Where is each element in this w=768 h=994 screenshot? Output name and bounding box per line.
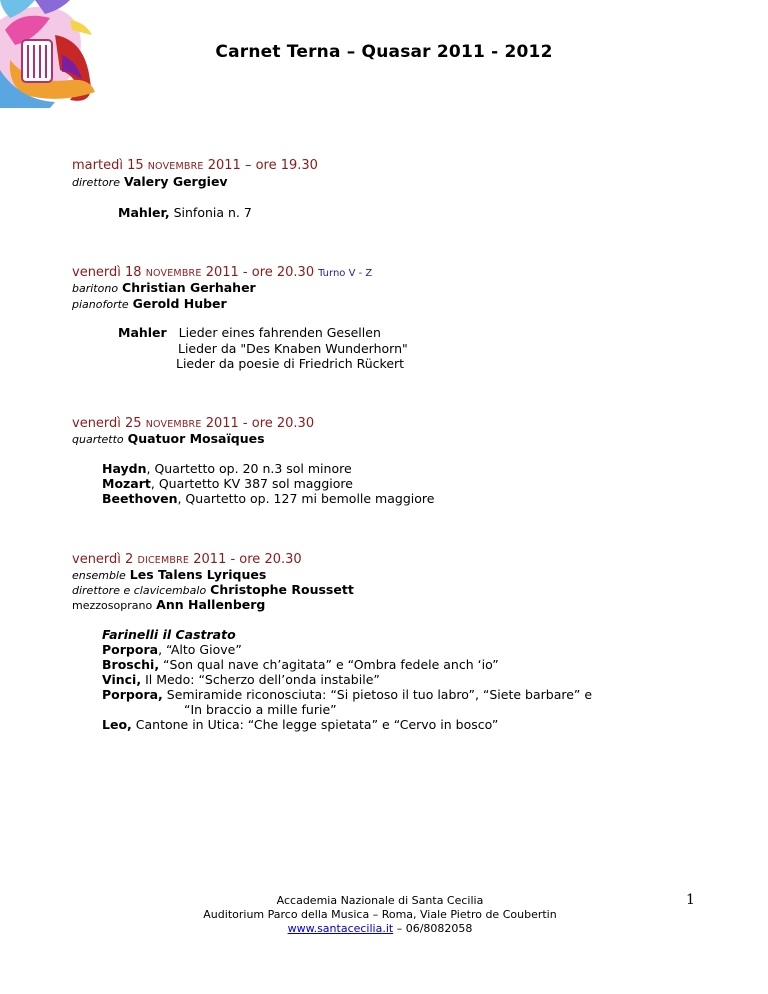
performer-line: pianoforte Gerold Huber <box>72 296 227 311</box>
program-line: Vinci, Il Medo: “Scherzo dell’onda instabile” <box>102 672 380 687</box>
footer-contact <box>170 922 590 936</box>
page-title: Carnet Terna – Quasar 2011 - 2012 <box>215 42 553 62</box>
program-title: Farinelli il Castrato <box>102 627 236 642</box>
footer-address: Auditorium Parco della Musica – Roma, Viale Pietro de Coubertin <box>203 908 557 921</box>
turno-label: Turno V - Z <box>318 268 373 279</box>
program-line: Mozart, Quartetto KV 387 sol maggiore <box>102 476 353 491</box>
performer-line: mezzosoprano Ann Hallenberg <box>72 597 266 612</box>
program-line: Beethoven, Quartetto op. 127 mi bemolle maggiore <box>102 491 435 506</box>
page-number: 1 <box>686 892 695 908</box>
footer-phone: – 06/8082058 <box>393 922 473 935</box>
program-line: Lieder da "Des Knaben Wunderhorn" <box>178 341 408 356</box>
performer-line: direttore e clavicembalo Christophe Roussett <box>72 582 354 597</box>
program-line: Porpora, “Alto Giove” <box>102 642 242 657</box>
performer-line: direttore Valery Gergiev <box>72 174 228 189</box>
program-line: Mahler Lieder eines fahrenden Gesellen <box>118 325 381 340</box>
concert-date: venerdì 2 DICEMBRE 2011 - ore 20.30 <box>72 552 302 567</box>
performer-line: baritono Christian Gerhaher <box>72 280 256 295</box>
concert-date: venerdì 18 NOVEMBRE 2011 - ore 20.30 Turno V - Z <box>72 265 373 280</box>
performer-line: quartetto Quatuor Mosaïques <box>72 431 265 446</box>
performer-line: ensemble Les Talens Lyriques <box>72 567 267 582</box>
footer <box>170 894 590 936</box>
footer-institution: Accademia Nazionale di Santa Cecilia <box>276 894 484 907</box>
program-line: Leo, Cantone in Utica: “Che legge spietata” e “Cervo in bosco” <box>102 717 499 732</box>
program-line: Mahler, Sinfonia n. 7 <box>118 205 252 220</box>
concert-date: venerdì 25 NOVEMBRE 2011 - ore 20.30 <box>72 416 315 431</box>
program-line: Broschi, “Son qual nave ch’agitata” e “Ombra fedele anch ‘io” <box>102 657 499 672</box>
program-line: Haydn, Quartetto op. 20 n.3 sol minore <box>102 461 352 476</box>
website-link[interactable]: www.santacecilia.it <box>287 922 394 935</box>
program-line: Lieder da poesie di Friedrich Rückert <box>176 356 405 371</box>
concert-date: martedì 15 NOVEMBRE 2011 – ore 19.30 <box>72 158 318 173</box>
program-line: Porpora, Semiramide riconosciuta: “Si pietoso il tuo labro”, “Siete barbare” e <box>102 687 593 702</box>
program-line: “In braccio a mille furie” <box>184 702 337 717</box>
